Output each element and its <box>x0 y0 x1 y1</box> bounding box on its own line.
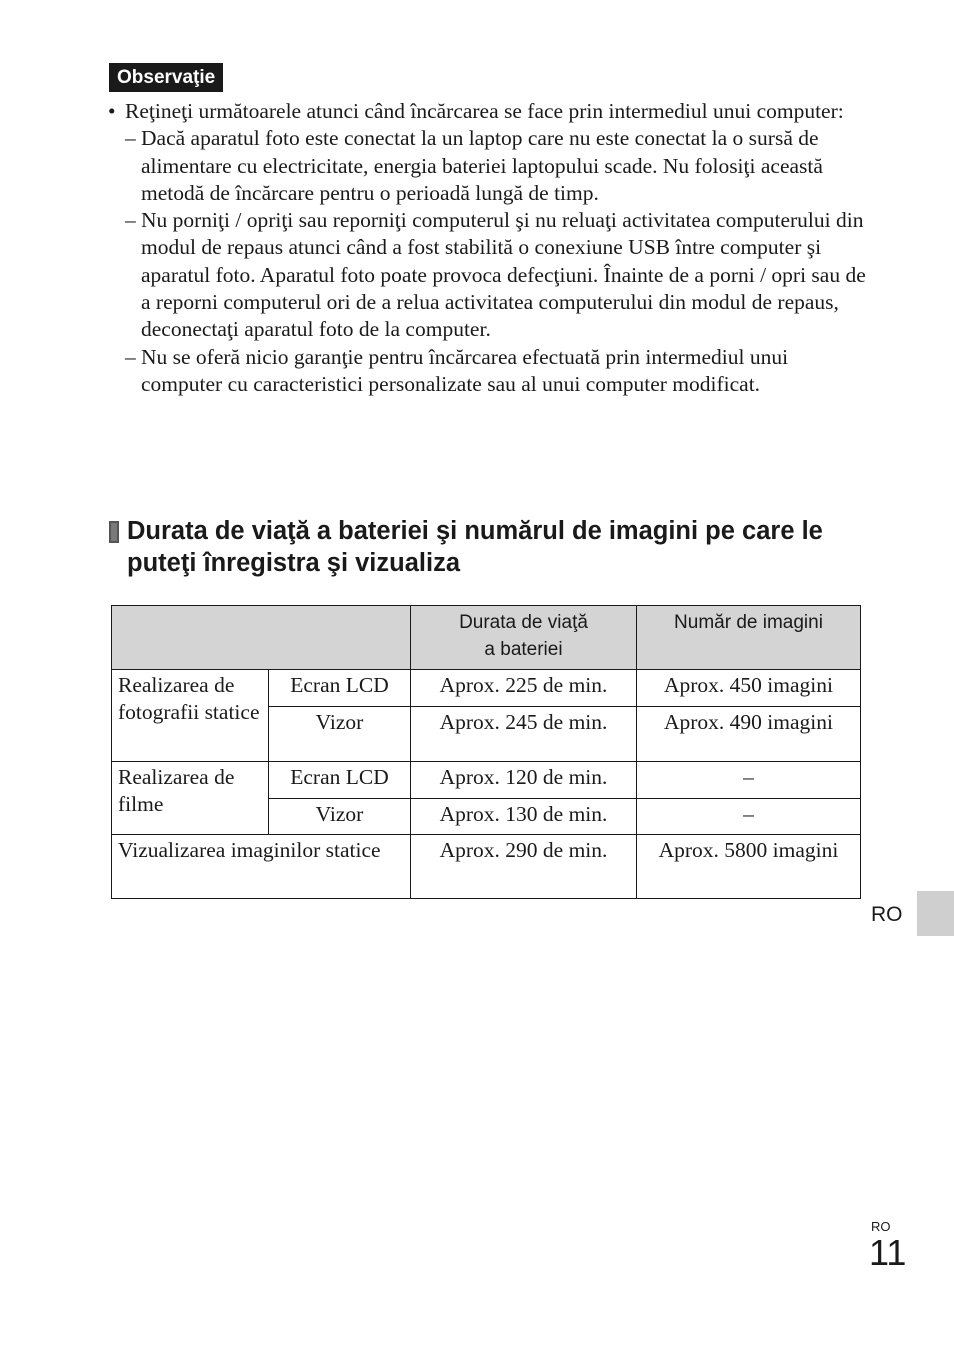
header-empty-cell <box>112 606 411 670</box>
note-item <box>108 344 868 399</box>
side-language-mark: RO <box>871 903 903 926</box>
dash-mark: – <box>125 344 136 369</box>
bullet-text: Reţineţi următoarele atunci când încărcarea se face prin intermediul unui computer: <box>125 99 844 123</box>
mode-cell: Ecran LCD <box>269 670 411 707</box>
note-item-text: Nu porniţi / opriţi sau reporniţi computerul şi nu reluaţi activitatea computerului din modul de repaus atunci când a fost stabilită o conexiune USB între computer şi aparatul foto. Aparatul foto poate provoca defecţiuni. Înainte de a porni / opri sau de a reporni computerul ori de a relua activitatea computerului din modul de repaus, deconectaţi aparatul foto de la computer. <box>141 208 866 342</box>
table-row <box>112 835 861 899</box>
heading-square-icon <box>109 521 119 543</box>
page-language: RO <box>871 1219 891 1234</box>
section-heading <box>109 515 869 579</box>
mode-cell: Ecran LCD <box>269 762 411 799</box>
battery-life-cell: Aprox. 120 de min. <box>411 762 637 799</box>
image-count-cell: Aprox. 450 imagini <box>637 670 861 707</box>
header-battery-life-line2: a bateriei <box>484 639 563 660</box>
dash-mark: – <box>125 208 136 233</box>
table-row <box>112 670 861 707</box>
note-bullet <box>108 98 868 125</box>
bullet-mark: • <box>108 99 116 123</box>
dash-mark: – <box>125 126 136 151</box>
battery-life-cell: Aprox. 290 de min. <box>411 835 637 899</box>
side-tab <box>917 891 954 936</box>
table-header-row <box>112 606 861 670</box>
header-image-count: Număr de imagini <box>637 606 861 670</box>
image-count-cell: Aprox. 490 imagini <box>637 707 861 762</box>
header-battery-life-line1: Durata de viaţă <box>459 612 588 633</box>
image-count-cell: – <box>637 799 861 835</box>
battery-life-cell: Aprox. 245 de min. <box>411 707 637 762</box>
note-item-text: Nu se oferă nicio garanţie pentru încărcarea efectuată prin intermediul unui computer cu caracteristici personalizate sau al unui computer modificat. <box>141 344 789 396</box>
note-item <box>108 125 868 207</box>
mode-cell: Vizor <box>269 707 411 762</box>
mode-cell: Vizor <box>269 799 411 835</box>
table-row <box>112 762 861 799</box>
group-playback: Vizualizarea imaginilor statice <box>112 835 411 899</box>
battery-life-cell: Aprox. 130 de min. <box>411 799 637 835</box>
note-body <box>108 98 868 398</box>
note-item-text: Dacă aparatul foto este conectat la un laptop care nu este conectat la o sursă de alimentare cu electricitate, energia bateriei laptopului scade. Nu folosiţi această metodă de încărcare pentru o perioadă lungă de timp. <box>141 126 823 205</box>
note-label: Observaţie <box>109 63 223 92</box>
group-still-photos: Realizarea de fotografii statice <box>112 670 269 762</box>
image-count-cell: Aprox. 5800 imagini <box>637 835 861 899</box>
header-battery-life <box>411 606 637 670</box>
note-item <box>108 207 868 343</box>
section-title: Durata de viaţă a bateriei şi numărul de imagini pe care le puteţi înregistra şi vizualiza <box>127 517 823 577</box>
image-count-cell: – <box>637 762 861 799</box>
battery-life-table <box>111 605 861 899</box>
page-number: 11 <box>869 1232 907 1273</box>
battery-life-cell: Aprox. 225 de min. <box>411 670 637 707</box>
group-movies: Realizarea de filme <box>112 762 269 835</box>
